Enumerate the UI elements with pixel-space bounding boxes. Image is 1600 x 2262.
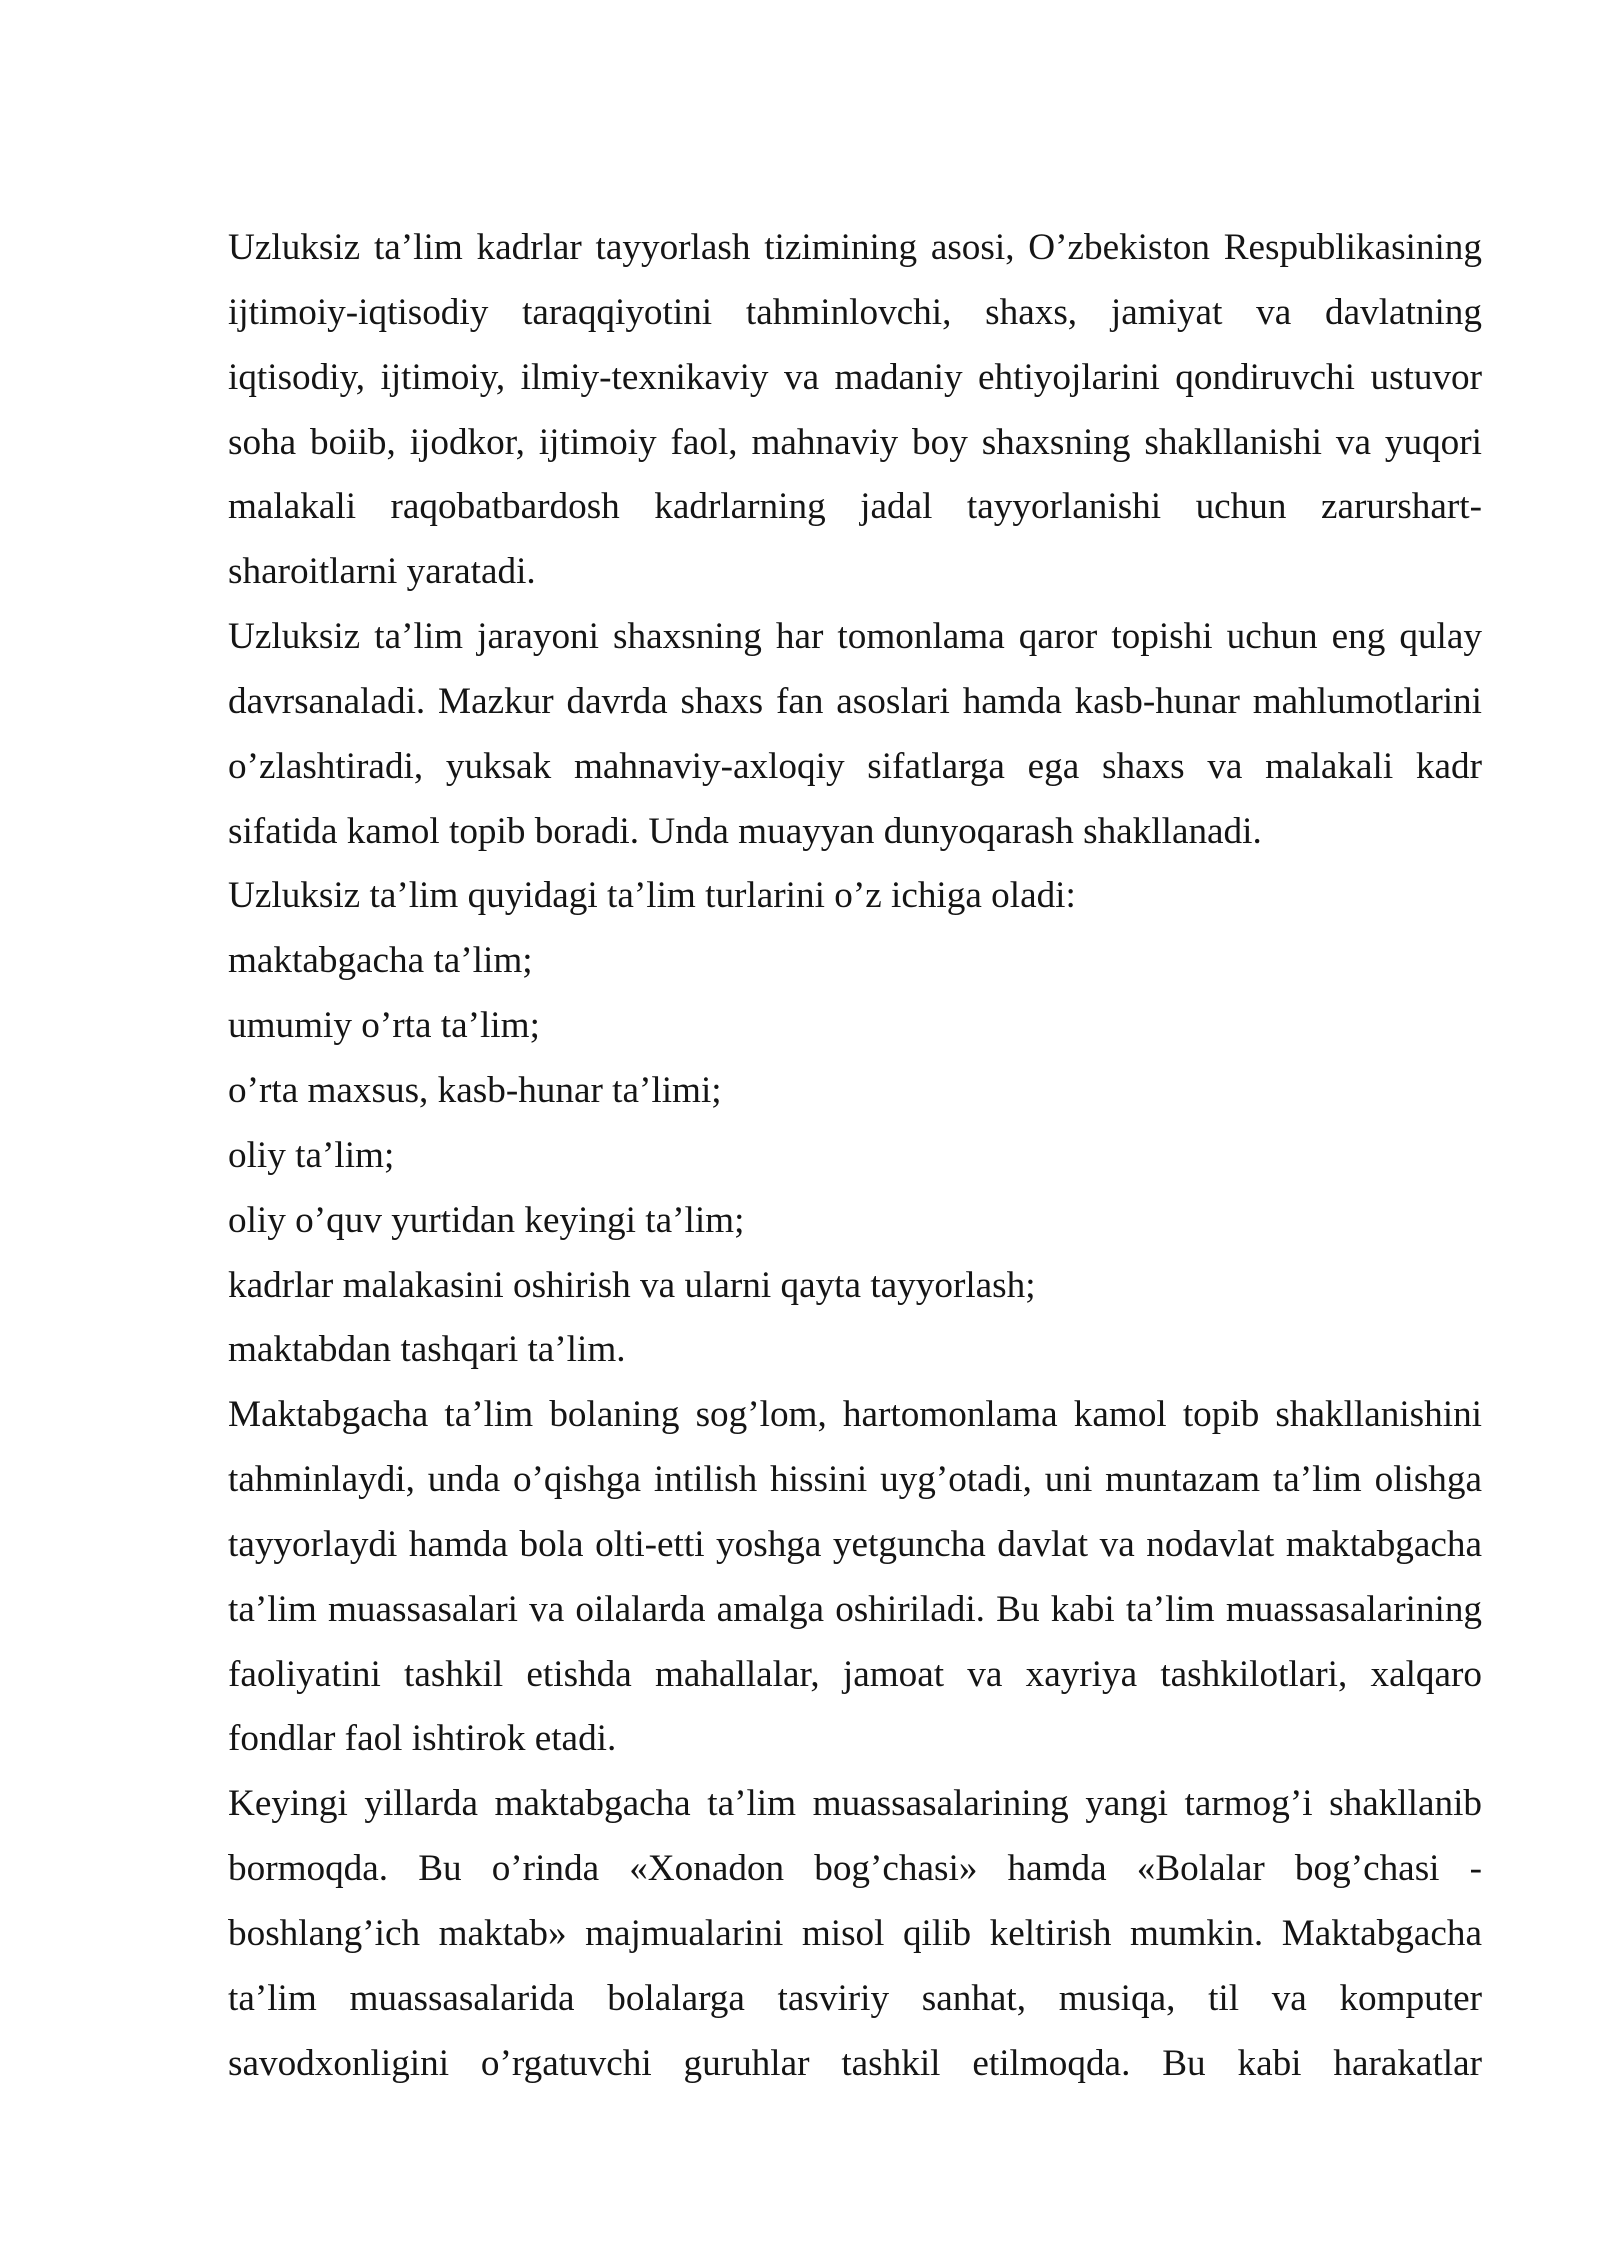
text-line: ta’lim muassasalarida bolalarga tasviriy sanhat, musiqa, til va komputer — [228, 1977, 1482, 2019]
document-body — [228, 216, 1482, 2096]
text-line: malakali raqobatbardosh kadrlarning jadal tayyorlanishi uchun zarurshart- — [228, 486, 1482, 528]
paragraph — [228, 1772, 1482, 2096]
list-intro-paragraph — [228, 864, 1482, 929]
text-line: iqtisodiy, ijtimoiy, ilmiy-texnikaviy va madaniy ehtiyojlarini qondiruvchi ustuvor — [228, 356, 1482, 398]
text-line: fondlar faol ishtirok etadi. — [228, 1718, 617, 1760]
list-item: kadrlar malakasini oshirish va ularni qayta tayyorlash; — [228, 1264, 1036, 1306]
text-line: sifatida kamol topib boradi. Unda muayyan dunyoqarash shakllanadi. — [228, 810, 1262, 852]
text-line: ta’lim muassasalari va oilalarda amalga oshiriladi. Bu kabi ta’lim muassasalarining — [228, 1588, 1482, 1630]
list-item: oliy o’quv yurtidan keyingi ta’lim; — [228, 1199, 745, 1241]
text-line: Uzluksiz ta’lim kadrlar tayyorlash tizimining asosi, O’zbekiston Respublikasining — [228, 227, 1482, 268]
paragraph — [228, 605, 1482, 864]
text-line: Uzluksiz ta’lim jarayoni shaxsning har tomonlama qaror topishi uchun eng qulay — [228, 616, 1482, 658]
text-line: o’zlashtiradi, yuksak mahnaviy-axloqiy sifatlarga ega shaxs va malakali kadr — [228, 745, 1482, 787]
education-types-list — [228, 929, 1482, 1383]
text-line: Keyingi yillarda maktabgacha ta’lim muassasalarining yangi tarmog’i shakllanib — [228, 1783, 1482, 1825]
list-item: oliy ta’lim; — [228, 1134, 395, 1176]
text-line: savodxonligini o’rgatuvchi guruhlar tashkil etilmoqda. Bu kabi harakatlar — [228, 2042, 1482, 2084]
list-item: maktabdan tashqari ta’lim. — [228, 1329, 626, 1371]
list-item: o’rta maxsus, kasb-hunar ta’limi; — [228, 1069, 722, 1111]
text-line: Maktabgacha ta’lim bolaning sog’lom, hartomonlama kamol topib shakllanishini — [228, 1394, 1482, 1436]
text-line: soha boiib, ijodkor, ijtimoiy faol, mahnaviy boy shaxsning shakllanishi va yuqori — [228, 421, 1482, 463]
paragraph — [228, 216, 1482, 605]
paragraph — [228, 1383, 1482, 1772]
list-item: umumiy o’rta ta’lim; — [228, 1005, 540, 1047]
text-line: bormoqda. Bu o’rinda «Xonadon bog’chasi» hamda «Bolalar bog’chasi - — [228, 1848, 1482, 1890]
text-line: ijtimoiy-iqtisodiy taraqqiyotini tahminlovchi, shaxs, jamiyat va davlatning — [228, 291, 1482, 333]
text-line: sharoitlarni yaratadi. — [228, 551, 536, 593]
text-line: Uzluksiz ta’lim quyidagi ta’lim turlarini o’z ichiga oladi: — [228, 875, 1076, 917]
text-line: tahminlaydi, unda o’qishga intilish hissini uyg’otadi, uni muntazam ta’lim olishga — [228, 1459, 1482, 1501]
text-line: boshlang’ich maktab» majmualarini misol qilib keltirish mumkin. Maktabgacha — [228, 1912, 1482, 1954]
text-line: faoliyatini tashkil etishda mahallalar, jamoat va xayriya tashkilotlari, xalqaro — [228, 1653, 1482, 1695]
text-line: davrsanaladi. Mazkur davrda shaxs fan asoslari hamda kasb-hunar mahlumotlarini — [228, 680, 1482, 722]
list-item: maktabgacha ta’lim; — [228, 940, 533, 982]
text-line: tayyorlaydi hamda bola olti-etti yoshga yetguncha davlat va nodavlat maktabgacha — [228, 1523, 1482, 1565]
